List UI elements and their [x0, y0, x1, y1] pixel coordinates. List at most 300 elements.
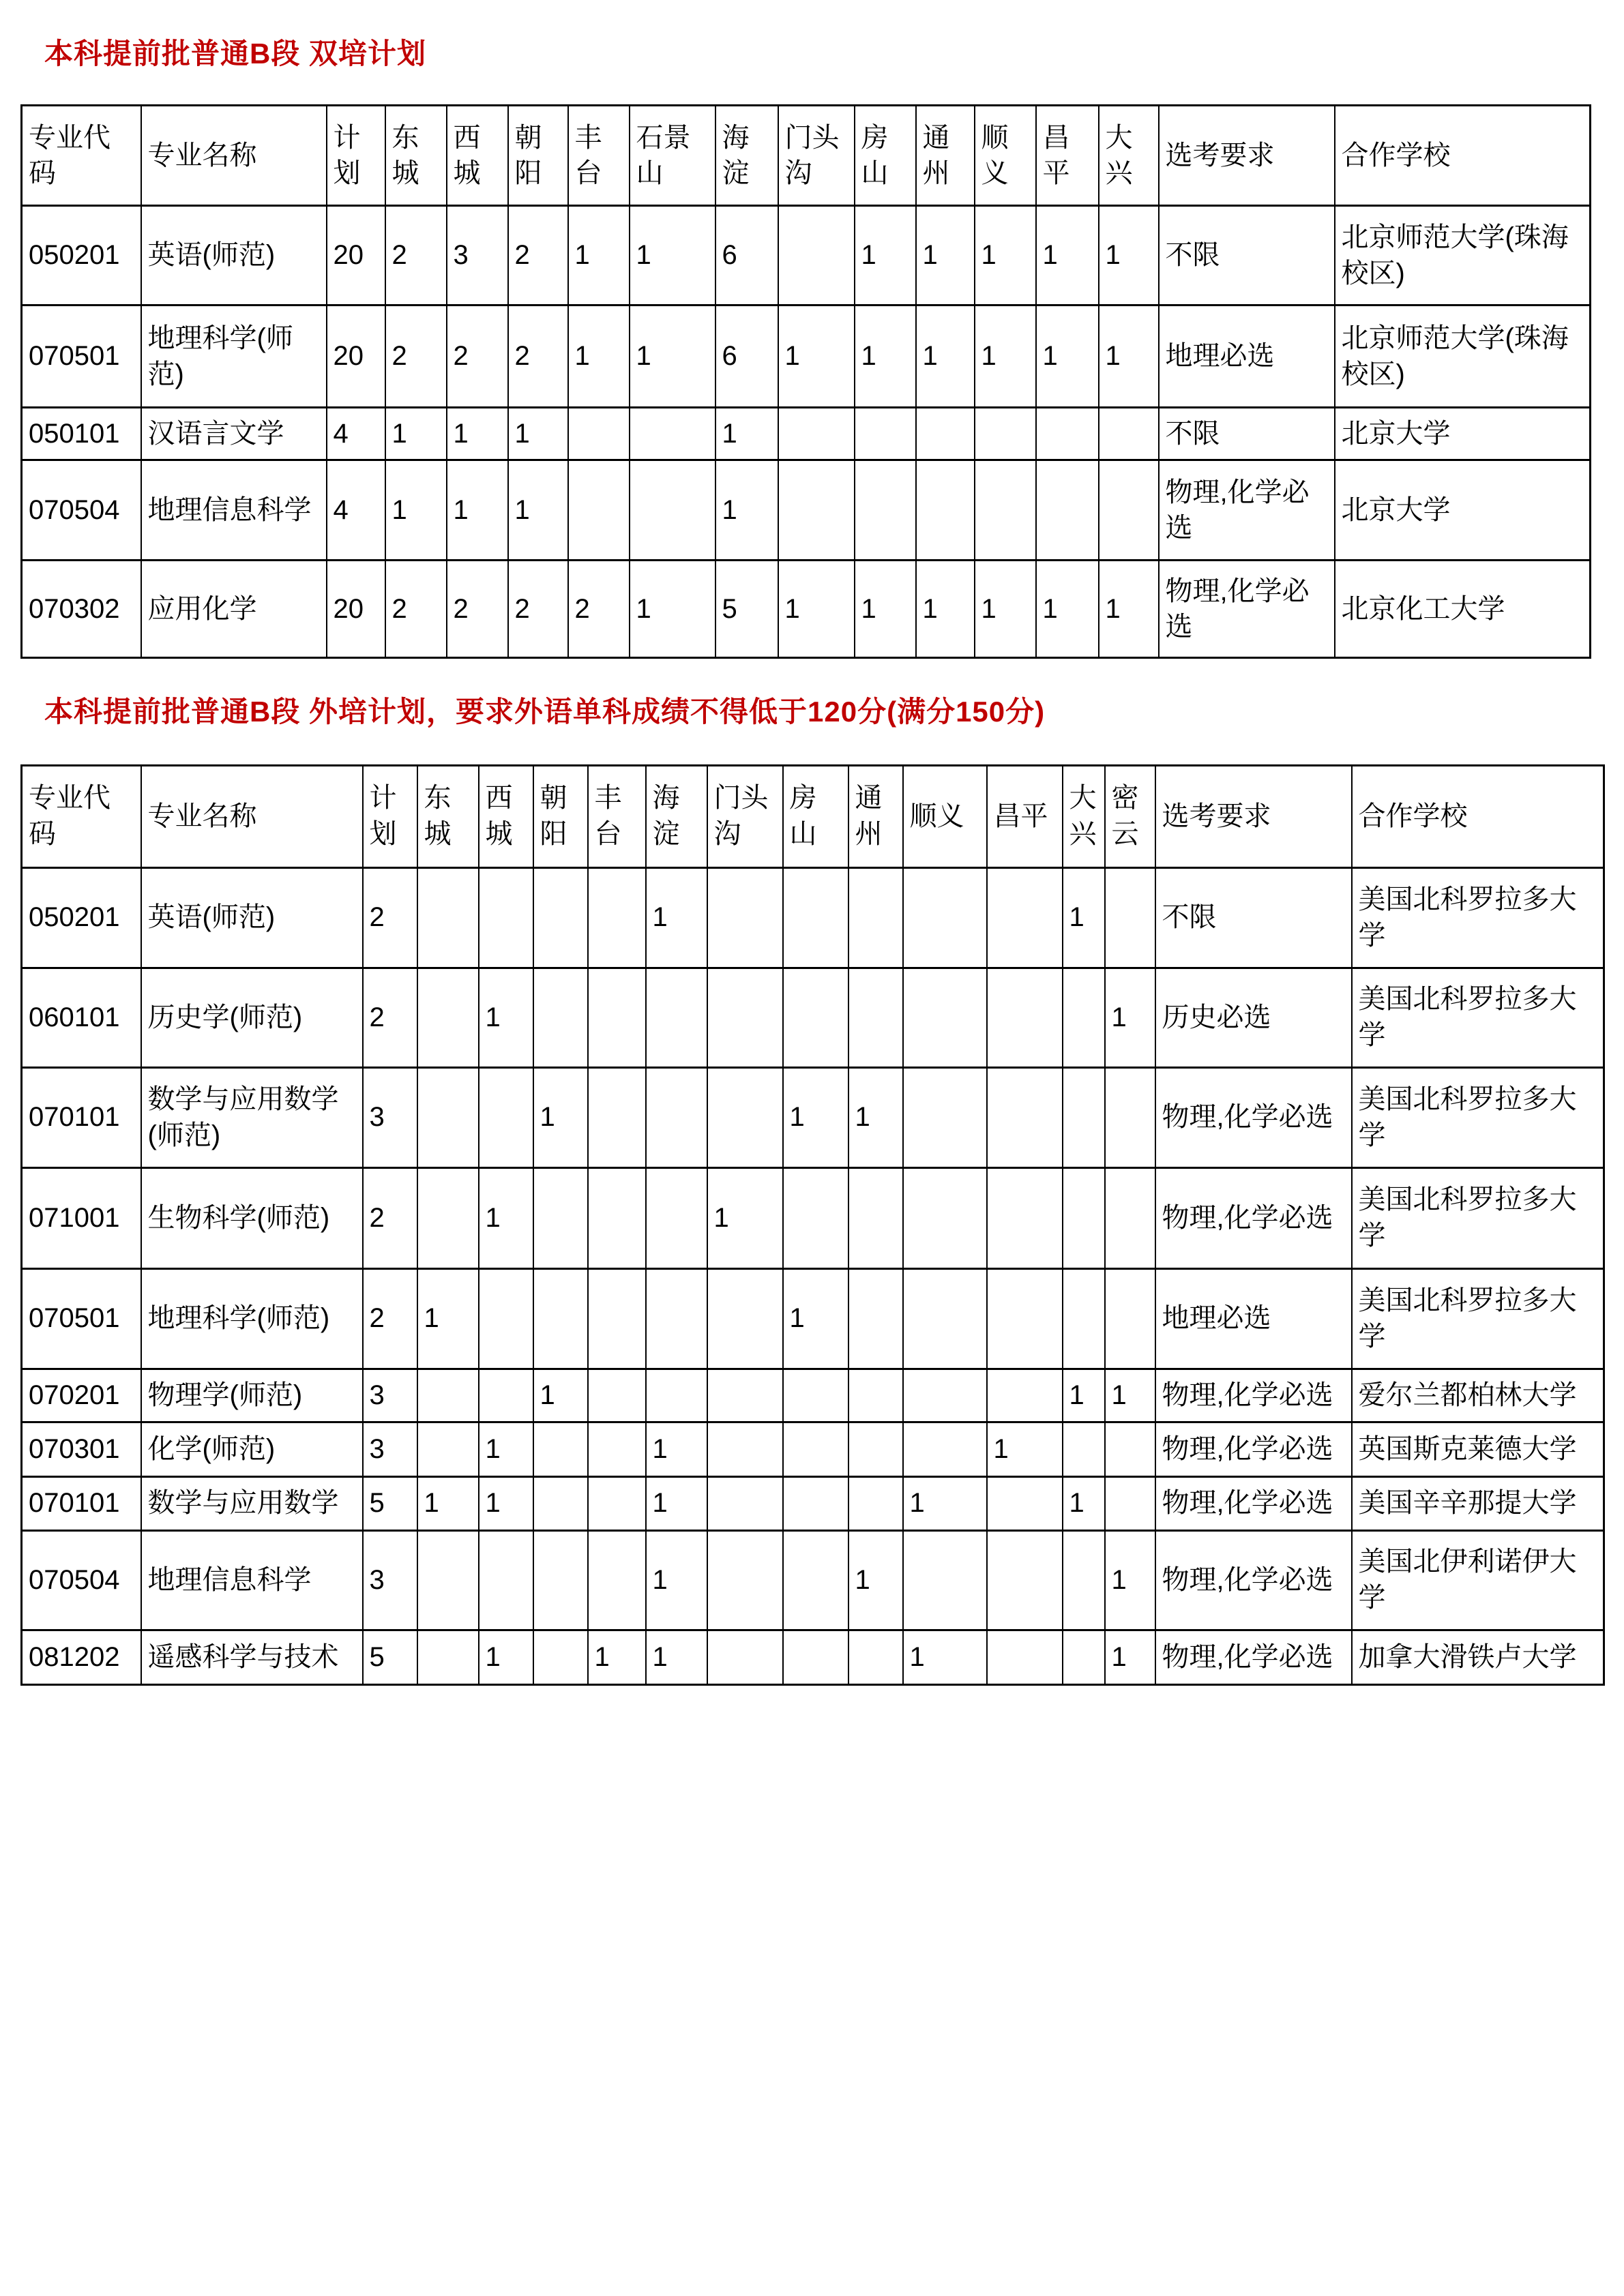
header-row	[22, 765, 1604, 867]
plan-count-cell	[903, 1268, 987, 1369]
plan-count-cell	[646, 968, 707, 1067]
column-header-14: 大兴	[1063, 765, 1105, 867]
plan-count-cell: 1	[778, 561, 855, 658]
plan-count-cell: 3	[363, 1067, 417, 1167]
major-name-cell: 英语(师范)	[141, 867, 363, 968]
plan-count-cell	[417, 968, 479, 1067]
column-header-11: 通州	[848, 765, 903, 867]
plan-count-cell: 1	[417, 1268, 479, 1369]
partner-school-cell: 北京化工大学	[1335, 561, 1591, 658]
plan-count-cell: 1	[588, 1630, 646, 1684]
partner-school-cell: 加拿大滑铁卢大学	[1352, 1630, 1604, 1684]
plan-count-cell	[783, 1369, 848, 1422]
column-header-5: 西城	[479, 765, 533, 867]
plan-count-cell	[1063, 1268, 1105, 1369]
partner-school-cell: 爱尔兰都柏林大学	[1352, 1369, 1604, 1422]
section-waipei-plan	[20, 696, 1605, 1685]
plan-count-cell	[533, 1422, 588, 1476]
plan-count-cell: 2	[363, 968, 417, 1067]
plan-count-cell	[1063, 1067, 1105, 1167]
plan-count-cell	[987, 1268, 1063, 1369]
plan-count-cell	[987, 867, 1063, 968]
plan-count-cell: 2	[385, 305, 447, 408]
major-name-cell: 英语(师范)	[141, 206, 327, 305]
plan-count-cell	[987, 968, 1063, 1067]
table-row	[22, 561, 1591, 658]
column-header-17: 合作学校	[1352, 765, 1604, 867]
plan-count-cell	[533, 1167, 588, 1268]
plan-count-cell: 1	[479, 1630, 533, 1684]
plan-count-cell	[916, 408, 975, 460]
plan-count-cell: 1	[1036, 561, 1099, 658]
table-row	[22, 1369, 1604, 1422]
plan-count-cell: 1	[1099, 561, 1159, 658]
column-header-2: 专业名称	[141, 765, 363, 867]
plan-count-cell: 1	[903, 1630, 987, 1684]
section-title-waipei: 本科提前批普通B段 外培计划，要求外语单科成绩不得低于120分(满分150分)	[44, 696, 1046, 728]
plan-count-cell: 1	[1105, 1630, 1155, 1684]
plan-count-cell	[903, 1167, 987, 1268]
plan-count-cell	[783, 1530, 848, 1630]
plan-count-cell: 1	[385, 460, 447, 561]
plan-count-cell	[588, 1369, 646, 1422]
partner-school-cell: 美国北伊利诺伊大学	[1352, 1530, 1604, 1630]
plan-count-cell	[479, 1268, 533, 1369]
plan-count-cell	[533, 1476, 588, 1530]
plan-count-cell	[417, 1422, 479, 1476]
column-header-6: 朝阳	[533, 765, 588, 867]
plan-count-cell	[987, 1369, 1063, 1422]
plan-count-cell	[778, 460, 855, 561]
column-header-13: 昌平	[987, 765, 1063, 867]
plan-count-cell	[646, 1369, 707, 1422]
table-row	[22, 1476, 1604, 1530]
partner-school-cell: 北京大学	[1335, 408, 1591, 460]
plan-count-cell	[1105, 867, 1155, 968]
plan-count-cell: 2	[447, 561, 508, 658]
plan-count-cell: 20	[327, 561, 385, 658]
plan-count-cell	[848, 1630, 903, 1684]
plan-count-cell: 1	[479, 968, 533, 1067]
major-code-cell: 070101	[22, 1067, 141, 1167]
plan-count-cell: 6	[715, 206, 778, 305]
column-header-16: 选考要求	[1159, 106, 1335, 206]
waipei-plan-table	[20, 764, 1605, 1686]
section-shuangpei-plan	[20, 38, 1605, 659]
subject-requirement-cell: 物理,化学必选	[1155, 1067, 1352, 1167]
table-body	[22, 867, 1604, 1684]
plan-count-cell	[903, 1530, 987, 1630]
plan-count-cell	[630, 460, 715, 561]
major-code-cell: 070101	[22, 1476, 141, 1530]
plan-count-cell	[783, 1422, 848, 1476]
plan-count-cell: 1	[508, 460, 568, 561]
plan-count-cell	[417, 867, 479, 968]
plan-count-cell	[903, 867, 987, 968]
plan-count-cell: 1	[707, 1167, 783, 1268]
partner-school-cell: 美国北科罗拉多大学	[1352, 968, 1604, 1067]
plan-count-cell	[1105, 1167, 1155, 1268]
partner-school-cell: 英国斯克莱德大学	[1352, 1422, 1604, 1476]
plan-count-cell: 20	[327, 305, 385, 408]
plan-count-cell: 5	[363, 1630, 417, 1684]
column-header-17: 合作学校	[1335, 106, 1591, 206]
major-name-cell: 地理信息科学	[141, 460, 327, 561]
subject-requirement-cell: 物理,化学必选	[1155, 1422, 1352, 1476]
plan-count-cell: 1	[855, 561, 916, 658]
plan-count-cell	[855, 460, 916, 561]
plan-count-cell	[417, 1167, 479, 1268]
plan-count-cell	[783, 1167, 848, 1268]
plan-count-cell	[588, 1268, 646, 1369]
plan-count-cell: 1	[417, 1476, 479, 1530]
table-row	[22, 1422, 1604, 1476]
major-name-cell: 物理学(师范)	[141, 1369, 363, 1422]
plan-count-cell: 1	[715, 460, 778, 561]
major-code-cell: 070504	[22, 460, 141, 561]
plan-count-cell: 1	[916, 561, 975, 658]
plan-count-cell	[987, 1476, 1063, 1530]
plan-count-cell: 1	[1063, 1476, 1105, 1530]
plan-count-cell: 1	[533, 1369, 588, 1422]
plan-count-cell	[588, 1422, 646, 1476]
plan-count-cell: 1	[903, 1476, 987, 1530]
column-header-4: 东城	[385, 106, 447, 206]
plan-count-cell: 1	[848, 1067, 903, 1167]
table-row	[22, 1268, 1604, 1369]
partner-school-cell: 美国辛辛那提大学	[1352, 1476, 1604, 1530]
plan-count-cell	[533, 867, 588, 968]
table-body	[22, 206, 1591, 658]
partner-school-cell: 北京师范大学(珠海校区)	[1335, 206, 1591, 305]
plan-count-cell	[417, 1067, 479, 1167]
plan-count-cell	[848, 1167, 903, 1268]
plan-count-cell: 2	[385, 206, 447, 305]
major-name-cell: 应用化学	[141, 561, 327, 658]
major-code-cell: 070504	[22, 1530, 141, 1630]
major-name-cell: 遥感科学与技术	[141, 1630, 363, 1684]
plan-count-cell: 1	[568, 206, 630, 305]
plan-count-cell: 1	[646, 1476, 707, 1530]
major-code-cell: 050201	[22, 206, 141, 305]
plan-count-cell: 1	[533, 1067, 588, 1167]
plan-count-cell	[533, 1530, 588, 1630]
major-name-cell: 历史学(师范)	[141, 968, 363, 1067]
plan-count-cell: 1	[1036, 206, 1099, 305]
plan-count-cell: 1	[1036, 305, 1099, 408]
plan-count-cell	[783, 1630, 848, 1684]
plan-count-cell	[588, 1167, 646, 1268]
column-header-6: 朝阳	[508, 106, 568, 206]
plan-count-cell: 3	[447, 206, 508, 305]
plan-count-cell: 20	[327, 206, 385, 305]
column-header-10: 房山	[783, 765, 848, 867]
column-header-7: 丰台	[568, 106, 630, 206]
column-header-4: 东城	[417, 765, 479, 867]
plan-count-cell	[417, 1530, 479, 1630]
major-code-cell: 071001	[22, 1167, 141, 1268]
plan-count-cell: 2	[385, 561, 447, 658]
plan-count-cell: 1	[1063, 867, 1105, 968]
plan-count-cell	[707, 968, 783, 1067]
plan-count-cell	[479, 1067, 533, 1167]
subject-requirement-cell: 历史必选	[1155, 968, 1352, 1067]
subject-requirement-cell: 物理,化学必选	[1159, 460, 1335, 561]
plan-count-cell	[783, 1476, 848, 1530]
column-header-1: 专业代码	[22, 106, 141, 206]
shuangpei-plan-table	[20, 104, 1591, 659]
plan-count-cell	[916, 460, 975, 561]
plan-count-cell: 1	[975, 561, 1036, 658]
major-code-cell: 081202	[22, 1630, 141, 1684]
subject-requirement-cell: 物理,化学必选	[1155, 1630, 1352, 1684]
plan-count-cell: 1	[987, 1422, 1063, 1476]
plan-count-cell: 1	[508, 408, 568, 460]
table-row	[22, 460, 1591, 561]
plan-count-cell	[987, 1530, 1063, 1630]
major-name-cell: 地理信息科学	[141, 1530, 363, 1630]
major-code-cell: 060101	[22, 968, 141, 1067]
table-row	[22, 867, 1604, 968]
plan-count-cell: 4	[327, 460, 385, 561]
plan-count-cell	[479, 1369, 533, 1422]
plan-count-cell	[707, 1476, 783, 1530]
plan-count-cell: 1	[1099, 206, 1159, 305]
column-header-12: 顺义	[903, 765, 987, 867]
plan-count-cell	[646, 1268, 707, 1369]
plan-count-cell	[1099, 408, 1159, 460]
plan-count-cell	[588, 1067, 646, 1167]
plan-count-cell	[1063, 1167, 1105, 1268]
column-header-7: 丰台	[588, 765, 646, 867]
plan-count-cell: 1	[855, 206, 916, 305]
plan-count-cell	[707, 1530, 783, 1630]
column-header-14: 昌平	[1036, 106, 1099, 206]
plan-count-cell: 2	[363, 1268, 417, 1369]
plan-count-cell: 2	[508, 206, 568, 305]
plan-count-cell	[417, 1630, 479, 1684]
column-header-8: 石景山	[630, 106, 715, 206]
plan-count-cell	[630, 408, 715, 460]
major-code-cell: 050101	[22, 408, 141, 460]
table-row	[22, 1067, 1604, 1167]
column-header-10: 门头沟	[778, 106, 855, 206]
column-header-9: 海淀	[715, 106, 778, 206]
plan-count-cell	[707, 1067, 783, 1167]
column-header-8: 海淀	[646, 765, 707, 867]
major-name-cell: 数学与应用数学(师范)	[141, 1067, 363, 1167]
plan-count-cell	[987, 1630, 1063, 1684]
plan-count-cell: 1	[630, 206, 715, 305]
plan-count-cell	[783, 867, 848, 968]
plan-count-cell: 1	[479, 1422, 533, 1476]
plan-count-cell: 1	[778, 305, 855, 408]
plan-count-cell: 1	[646, 867, 707, 968]
partner-school-cell: 美国北科罗拉多大学	[1352, 867, 1604, 968]
plan-count-cell	[533, 1268, 588, 1369]
partner-school-cell: 美国北科罗拉多大学	[1352, 1167, 1604, 1268]
plan-count-cell: 1	[630, 561, 715, 658]
subject-requirement-cell: 不限	[1155, 867, 1352, 968]
plan-count-cell: 1	[715, 408, 778, 460]
major-name-cell: 汉语言文学	[141, 408, 327, 460]
plan-count-cell: 1	[855, 305, 916, 408]
major-name-cell: 生物科学(师范)	[141, 1167, 363, 1268]
column-header-13: 顺义	[975, 106, 1036, 206]
plan-count-cell	[1105, 1476, 1155, 1530]
major-name-cell: 地理科学(师范)	[141, 1268, 363, 1369]
major-name-cell: 数学与应用数学	[141, 1476, 363, 1530]
plan-count-cell: 4	[327, 408, 385, 460]
major-code-cell: 070201	[22, 1369, 141, 1422]
column-header-15: 大兴	[1099, 106, 1159, 206]
plan-count-cell	[646, 1167, 707, 1268]
plan-count-cell: 1	[848, 1530, 903, 1630]
plan-count-cell	[848, 1422, 903, 1476]
plan-count-cell: 1	[479, 1476, 533, 1530]
plan-count-cell	[987, 1067, 1063, 1167]
plan-count-cell	[778, 408, 855, 460]
major-code-cell: 070301	[22, 1422, 141, 1476]
plan-count-cell	[975, 408, 1036, 460]
plan-count-cell: 2	[568, 561, 630, 658]
plan-count-cell	[533, 968, 588, 1067]
table-row	[22, 206, 1591, 305]
subject-requirement-cell: 不限	[1159, 408, 1335, 460]
plan-count-cell	[707, 1369, 783, 1422]
table-row	[22, 305, 1591, 408]
plan-count-cell	[903, 1067, 987, 1167]
plan-count-cell: 2	[363, 867, 417, 968]
plan-count-cell: 1	[568, 305, 630, 408]
plan-count-cell: 2	[508, 561, 568, 658]
plan-count-cell: 2	[363, 1167, 417, 1268]
column-header-5: 西城	[447, 106, 508, 206]
partner-school-cell: 北京大学	[1335, 460, 1591, 561]
plan-count-cell	[707, 867, 783, 968]
plan-count-cell: 5	[715, 561, 778, 658]
partner-school-cell: 美国北科罗拉多大学	[1352, 1067, 1604, 1167]
subject-requirement-cell: 不限	[1159, 206, 1335, 305]
table-row	[22, 1630, 1604, 1684]
plan-count-cell	[588, 1530, 646, 1630]
plan-count-cell	[778, 206, 855, 305]
plan-count-cell	[1105, 1422, 1155, 1476]
plan-count-cell	[1036, 460, 1099, 561]
plan-count-cell: 1	[1099, 305, 1159, 408]
header-row	[22, 106, 1591, 206]
subject-requirement-cell: 物理,化学必选	[1159, 561, 1335, 658]
subject-requirement-cell: 物理,化学必选	[1155, 1476, 1352, 1530]
column-header-15: 密云	[1105, 765, 1155, 867]
plan-count-cell: 3	[363, 1422, 417, 1476]
partner-school-cell: 美国北科罗拉多大学	[1352, 1268, 1604, 1369]
plan-count-cell	[568, 408, 630, 460]
table-row	[22, 408, 1591, 460]
subject-requirement-cell: 地理必选	[1155, 1268, 1352, 1369]
plan-count-cell	[1063, 1530, 1105, 1630]
plan-count-cell: 1	[783, 1268, 848, 1369]
plan-count-cell: 5	[363, 1476, 417, 1530]
plan-count-cell: 1	[916, 206, 975, 305]
plan-count-cell: 1	[1105, 968, 1155, 1067]
section-title-shuangpei: 本科提前批普通B段 双培计划	[44, 38, 427, 70]
plan-count-cell: 1	[975, 206, 1036, 305]
plan-count-cell	[975, 460, 1036, 561]
column-header-2: 专业名称	[141, 106, 327, 206]
plan-count-cell: 1	[646, 1530, 707, 1630]
major-code-cell: 070501	[22, 1268, 141, 1369]
plan-count-cell: 3	[363, 1530, 417, 1630]
plan-count-cell: 1	[385, 408, 447, 460]
plan-count-cell: 1	[783, 1067, 848, 1167]
major-code-cell: 070302	[22, 561, 141, 658]
table-row	[22, 1167, 1604, 1268]
plan-count-cell	[479, 867, 533, 968]
plan-count-cell	[1099, 460, 1159, 561]
plan-count-cell	[568, 460, 630, 561]
partner-school-cell: 北京师范大学(珠海校区)	[1335, 305, 1591, 408]
plan-count-cell	[588, 867, 646, 968]
plan-count-cell: 3	[363, 1369, 417, 1422]
plan-count-cell: 6	[715, 305, 778, 408]
column-header-1: 专业代码	[22, 765, 141, 867]
plan-count-cell	[1063, 1422, 1105, 1476]
plan-count-cell	[903, 1422, 987, 1476]
plan-count-cell	[783, 968, 848, 1067]
plan-count-cell: 1	[479, 1167, 533, 1268]
plan-count-cell	[417, 1369, 479, 1422]
plan-count-cell: 1	[916, 305, 975, 408]
plan-count-cell	[588, 968, 646, 1067]
plan-count-cell: 1	[630, 305, 715, 408]
plan-count-cell	[848, 1476, 903, 1530]
plan-count-cell	[987, 1167, 1063, 1268]
table-row	[22, 968, 1604, 1067]
subject-requirement-cell: 物理,化学必选	[1155, 1369, 1352, 1422]
plan-count-cell: 1	[1063, 1369, 1105, 1422]
plan-count-cell	[479, 1530, 533, 1630]
plan-count-cell: 2	[447, 305, 508, 408]
plan-count-cell	[848, 1268, 903, 1369]
plan-count-cell	[588, 1476, 646, 1530]
plan-count-cell	[707, 1630, 783, 1684]
plan-count-cell: 1	[646, 1630, 707, 1684]
plan-count-cell	[903, 968, 987, 1067]
plan-count-cell	[707, 1422, 783, 1476]
table-row	[22, 1530, 1604, 1630]
column-header-3: 计划	[363, 765, 417, 867]
plan-count-cell	[848, 867, 903, 968]
plan-count-cell: 1	[1105, 1530, 1155, 1630]
column-header-12: 通州	[916, 106, 975, 206]
plan-count-cell	[903, 1369, 987, 1422]
plan-count-cell: 1	[646, 1422, 707, 1476]
major-name-cell: 化学(师范)	[141, 1422, 363, 1476]
plan-count-cell: 1	[975, 305, 1036, 408]
plan-count-cell: 1	[447, 408, 508, 460]
subject-requirement-cell: 物理,化学必选	[1155, 1530, 1352, 1630]
plan-count-cell: 1	[1105, 1369, 1155, 1422]
plan-count-cell	[533, 1630, 588, 1684]
major-code-cell: 070501	[22, 305, 141, 408]
plan-count-cell	[707, 1268, 783, 1369]
plan-count-cell	[646, 1067, 707, 1167]
plan-count-cell	[848, 1369, 903, 1422]
plan-count-cell	[1105, 1067, 1155, 1167]
major-code-cell: 050201	[22, 867, 141, 968]
plan-count-cell: 1	[447, 460, 508, 561]
